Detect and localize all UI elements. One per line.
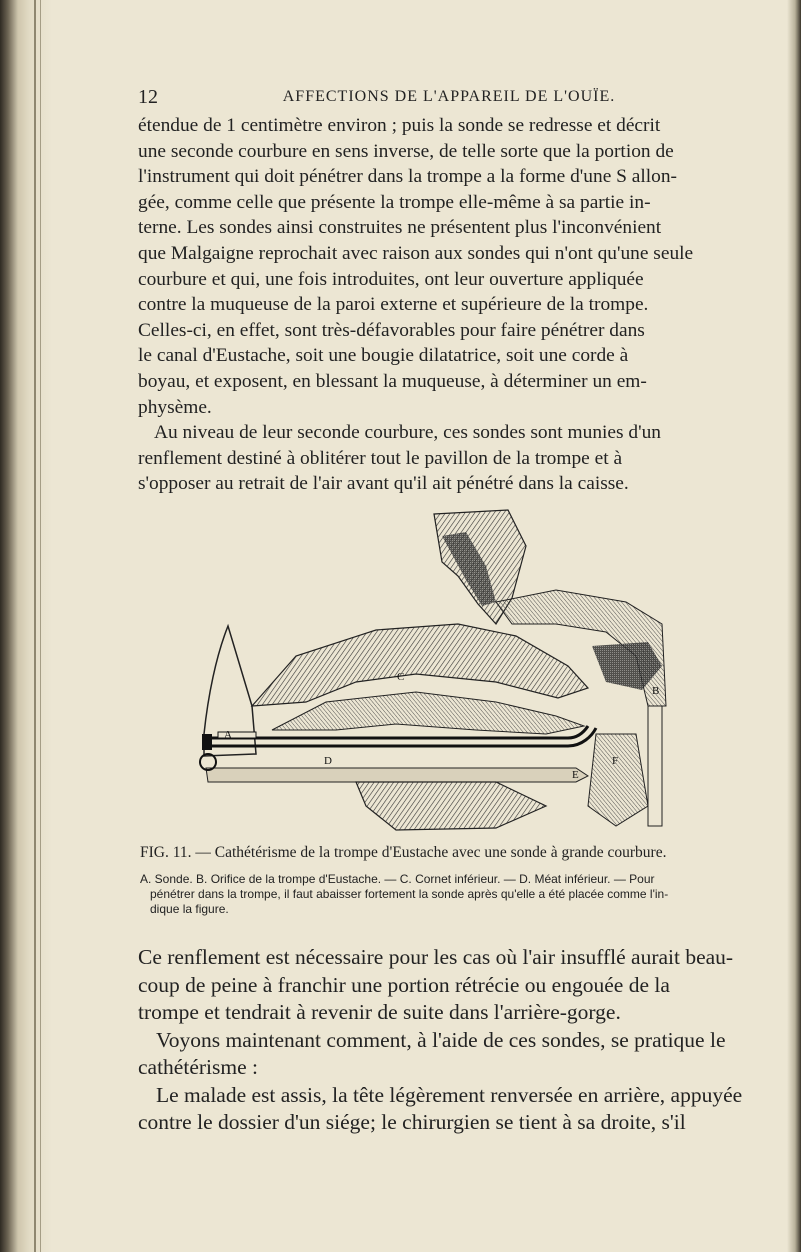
text-line: contre le dossier d'un siége; le chirurgien se tient à sa droite, s'il bbox=[138, 1110, 686, 1134]
running-title: AFFECTIONS DE L'APPAREIL DE L'OUÏE. bbox=[282, 88, 616, 105]
text-line: coup de peine à franchir une portion rétrécie ou engouée de la bbox=[138, 972, 670, 997]
text-line: gée, comme celle que présente la trompe elle-même à sa partie in- bbox=[138, 191, 651, 213]
caption-line: A. Sonde. B. Orifice de la trompe d'Eustache. — C. Cornet inférieur. — D. Méat inférieur. — Pour bbox=[140, 872, 655, 886]
page-number: 12 bbox=[138, 86, 158, 108]
paragraph bbox=[138, 1082, 760, 1137]
text-line: trompe et tendrait à revenir de suite dans l'arrière-gorge. bbox=[138, 1000, 621, 1024]
bottom-text-block bbox=[138, 944, 760, 1137]
catheterization-illustration bbox=[196, 506, 670, 836]
page-edge-line bbox=[40, 0, 41, 1252]
text-line: le canal d'Eustache, soit une bougie dilatatrice, soit une corde à bbox=[138, 345, 629, 367]
text-line: cathétérisme : bbox=[138, 1055, 258, 1079]
figure-caption-legend bbox=[140, 872, 768, 917]
paragraph bbox=[138, 944, 760, 1027]
label-c: C bbox=[397, 671, 405, 683]
text-line: physème. bbox=[138, 396, 212, 418]
top-text-block bbox=[138, 113, 760, 497]
text-line: une seconde courbure en sens inverse, de telle sorte que la portion de bbox=[138, 140, 674, 162]
paragraph bbox=[138, 113, 760, 420]
text-line: renflement destiné à oblitérer tout le pavillon de la trompe et à bbox=[138, 447, 623, 469]
text-line: courbure et qui, une fois introduites, ont leur ouverture appliquée bbox=[138, 268, 644, 290]
book-binding-edge bbox=[0, 0, 52, 1252]
page-header bbox=[138, 86, 760, 110]
text-line: Celles-ci, en effet, sont très-défavorables pour faire pénétrer dans bbox=[138, 319, 645, 341]
label-e: E bbox=[572, 769, 579, 781]
text-line: étendue de 1 centimètre environ ; puis la sonde se redresse et décrit bbox=[138, 115, 661, 136]
label-f: F bbox=[612, 755, 619, 767]
text-line: boyau, et exposent, en blessant la muqueuse, à déterminer un em- bbox=[138, 370, 647, 392]
paragraph bbox=[138, 420, 760, 497]
text-line: s'opposer au retrait de l'air avant qu'il ait pénétré dans la caisse. bbox=[138, 473, 629, 495]
label-b: B bbox=[652, 685, 660, 697]
caption-line: dique la figure. bbox=[150, 902, 229, 916]
text-line: l'instrument qui doit pénétrer dans la trompe a la forme d'une S allon- bbox=[138, 166, 678, 188]
figure-caption-title: FIG. 11. — Cathétérisme de la trompe d'Eustache avec une sonde à grande courbure. bbox=[140, 844, 667, 861]
anatomical-figure bbox=[196, 506, 670, 836]
text-line: Le malade est assis, la tête légèrement renversée en arrière, appuyée bbox=[156, 1082, 743, 1107]
label-d: D bbox=[324, 755, 332, 767]
text-line: contre la muqueuse de la paroi externe et supérieure de la trompe. bbox=[138, 294, 649, 316]
text-line: Ce renflement est nécessaire pour les cas où l'air insufflé aurait beau- bbox=[138, 945, 734, 969]
page-right-edge bbox=[787, 0, 801, 1252]
text-line: que Malgaigne reprochait avec raison aux sondes qui n'ont qu'une seule bbox=[138, 242, 694, 264]
text-line: terne. Les sondes ainsi construites ne présentent plus l'inconvénient bbox=[138, 217, 662, 239]
paragraph bbox=[138, 1027, 760, 1082]
page-edge-line bbox=[34, 0, 36, 1252]
text-line: Au niveau de leur seconde courbure, ces sondes sont munies d'un bbox=[154, 422, 661, 444]
label-a: A bbox=[224, 729, 232, 741]
text-line: Voyons maintenant comment, à l'aide de ces sondes, se pratique le bbox=[156, 1027, 726, 1052]
caption-line: pénétrer dans la trompe, il faut abaisser fortement la sonde après qu'elle a été placée comme l'in- bbox=[150, 887, 669, 901]
